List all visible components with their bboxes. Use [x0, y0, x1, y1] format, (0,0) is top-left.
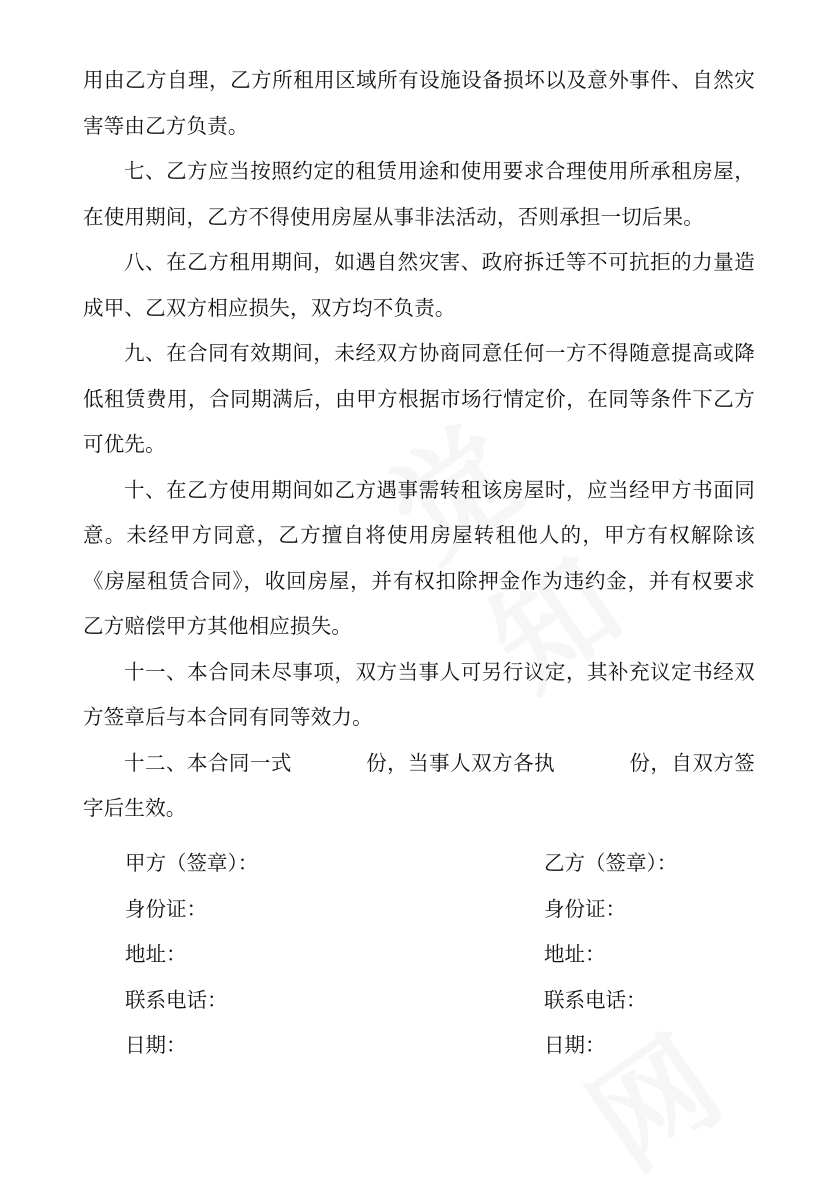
paragraph-continuation: 用由乙方自理，乙方所租用区域所有设施设备损坏以及意外事件、自然灾害等由乙方负责。	[83, 68, 755, 138]
clause-7: 七、乙方应当按照约定的租赁用途和使用要求合理使用所承租房屋，在使用期间，乙方不得使用房屋从事非法活动，否则承担一切后果。	[83, 159, 755, 229]
clause-9: 九、在合同有效期间，未经双方协商同意任何一方不得随意提高或降低租赁费用，合同期满后，由甲方根据市场行情定价，在同等条件下乙方可优先。	[83, 341, 755, 456]
signature-row	[125, 978, 685, 1024]
contract-body	[83, 58, 755, 832]
clause-8: 八、在乙方租用期间，如遇自然灾害、政府拆迁等不可抗拒的力量造成甲、乙双方相应损失，双方均不负责。	[83, 250, 755, 320]
clause-12-part1: 十二、本合同一式	[124, 750, 292, 775]
clause-11: 十一、本合同未尽事项，双方当事人可另行议定，其补充议定书经双方签章后与本合同有同等效力。	[83, 659, 755, 729]
signature-row	[125, 841, 685, 887]
party-b-id-label: 身份证：	[544, 896, 626, 921]
party-a-phone-label: 联系电话：	[125, 987, 228, 1012]
signature-row	[125, 932, 685, 978]
clause-10: 十、在乙方使用期间如乙方遇事需转租该房屋时，应当经甲方书面同意。未经甲方同意，乙方擅自将使用房屋转租他人的，甲方有权解除该《房屋租赁合同》，收回房屋，并有权扣除押金作为违约金，并有权要求乙方赔偿甲方其他相应损失。	[83, 477, 755, 638]
clause-12	[83, 741, 755, 832]
party-a-id-label: 身份证：	[125, 896, 207, 921]
clause-12-part2: 份，当事人双方各执	[365, 750, 556, 775]
signature-row	[125, 1023, 685, 1069]
party-b-seal-label: 乙方（签章）：	[544, 851, 678, 875]
clause-12-part3: 份，自双方签字后生效。	[83, 750, 755, 820]
party-a-seal-label: 甲方（签章）：	[125, 851, 259, 875]
party-a-address-label: 地址：	[125, 942, 187, 966]
party-b-address-label: 地址：	[544, 942, 606, 966]
party-a-date-label: 日期：	[125, 1033, 187, 1057]
signature-row	[125, 887, 685, 933]
signature-block	[125, 841, 685, 1069]
party-b-phone-label: 联系电话：	[544, 987, 647, 1012]
party-b-date-label: 日期：	[544, 1033, 606, 1057]
